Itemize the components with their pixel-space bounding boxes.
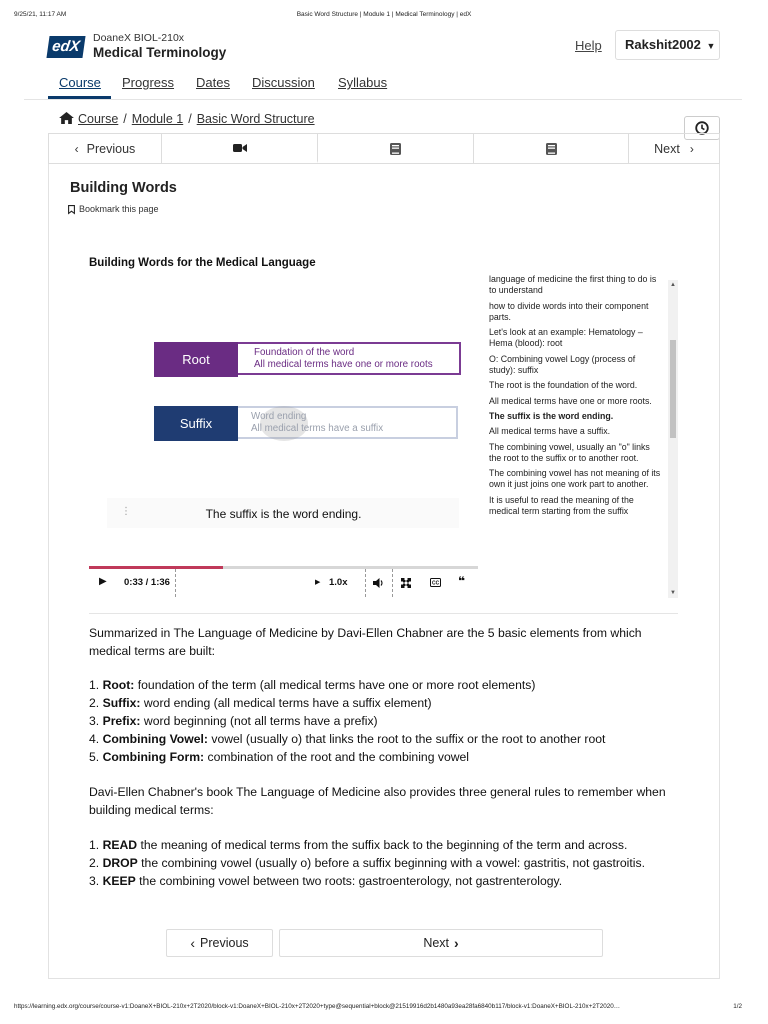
element-item-term: Combining Form: [102,750,205,764]
scroll-up-icon[interactable]: ▲ [670,282,676,288]
rule-item [89,836,679,854]
element-item [89,676,679,694]
unit-tab-video[interactable] [162,134,318,163]
slide-suffix-line1: Word ending [251,411,307,422]
slide-root-tag: Root [154,342,238,377]
transcript-line[interactable]: how to divide words into their component parts. [489,300,649,322]
elements-list [89,676,679,766]
rules-intro-paragraph: Davi-Ellen Chabner's book The Language of Medicine also provides three general rules to remember when building medical terms: [89,785,666,817]
unit-tab-document-2[interactable] [474,134,629,163]
element-item-term: Combining Vowel: [102,732,208,746]
closed-captions-icon[interactable] [430,578,441,587]
transcript-scrollbar[interactable] [668,280,678,598]
sequence-previous-button[interactable] [49,134,162,163]
element-item-number: 2. [89,696,100,710]
tab-dates[interactable]: Dates [196,75,230,90]
breadcrumb-module[interactable]: Module 1 [131,112,184,126]
print-page-number: 1/2 [733,1003,742,1010]
next-label: Next [654,141,680,156]
element-item-number: 1. [89,678,100,692]
rule-item-text: the meaning of medical terms from the suffix back to the beginning of the term and across. [140,838,628,852]
volume-icon[interactable] [373,578,384,588]
transcript-line[interactable]: All medical terms have a suffix. [489,426,611,437]
transcript-list [489,274,664,521]
help-link[interactable]: Help [575,38,602,53]
bookmark-button[interactable] [68,204,159,214]
play-icon[interactable]: ▶ [99,576,107,587]
breadcrumb-section[interactable]: Basic Word Structure [196,112,315,126]
control-divider [365,569,366,597]
tab-progress[interactable]: Progress [122,75,175,90]
slide-root-line1: Foundation of the word [254,347,355,358]
print-url: https://learning.edx.org/course/course-v1:DoaneX+BIOL-210x+2T2020/block-v1:DoaneX+BIOL-210x+2T2020+type@sequential+block@21519916d2b1480a93ea28fa6840b117/block-v1:DoaneX+BIOL-210x+2T2020… [14,1003,621,1010]
chevron-left-icon: ‹ [190,935,196,951]
chevron-left-icon: ‹ [74,141,79,156]
section-divider [89,613,678,614]
username: Rakshit2002 [625,37,701,52]
transcript-line[interactable]: All medical terms have one or more roots. [489,395,652,406]
fullscreen-icon[interactable] [401,578,411,588]
breadcrumb-separator: / [123,112,127,126]
breadcrumb-separator: / [188,112,192,126]
sequence-next-button[interactable] [629,134,719,163]
video-caption: The suffix is the word ending. [205,507,362,521]
bottom-previous-button[interactable] [166,929,273,957]
bottom-next-button[interactable] [279,929,603,957]
element-item-term: Root: [102,678,135,692]
chevron-right-icon: › [689,141,694,156]
intro-paragraph: Summarized in The Language of Medicine by Davi-Ellen Chabner are the 5 basic elements from which medical terms are built: [89,626,642,658]
next-label: Next [423,936,450,950]
element-item-number: 5. [89,750,100,764]
print-page-title: Basic Word Structure | Module 1 | Medical Terminology | edX [296,11,472,18]
chevron-down-icon: ▼ [706,41,716,51]
document-icon [546,143,557,155]
control-divider [392,569,393,597]
breadcrumb [59,112,315,126]
element-item-text: vowel (usually o) that links the root to the suffix or the root to another root [211,732,606,746]
rule-item-number: 1. [89,838,100,852]
rule-item [89,854,679,872]
transcript-line[interactable]: O: Combining vowel Logy (process of study): suffix [489,353,636,376]
element-item [89,748,679,766]
slide-suffix-box [154,406,458,439]
element-item-term: Suffix: [102,696,141,710]
transcript-line[interactable]: It is useful to read the meaning of the medical term starting from the suffix [489,494,634,517]
nav-divider [24,99,742,100]
rule-item-text: the combining vowel between two roots: gastroenterology, not gastrenterology. [139,874,563,888]
element-item-text: foundation of the term (all medical terms have one or more root elements) [137,678,536,692]
tab-course[interactable]: Course [59,75,101,90]
slide-root-line2: All medical terms have one or more roots [254,359,433,370]
element-item [89,712,679,730]
sequence-navigation [48,133,720,164]
print-timestamp: 9/25/21, 11:17 AM [14,11,67,18]
video-player[interactable] [89,280,478,598]
print-header [0,11,768,21]
rule-item [89,872,679,890]
element-item [89,694,679,712]
unit-tab-document-1[interactable] [318,134,474,163]
slide-suffix-line2: All medical terms have a suffix [251,423,384,434]
rule-item-number: 3. [89,874,100,888]
transcript-toggle-icon[interactable]: ❝ [458,574,466,588]
transcript-scroll-thumb[interactable] [670,340,676,438]
video-heading: Building Words for the Medical Language [89,257,316,269]
slide-root-box [154,342,461,375]
transcript-line[interactable]: The combining vowel has not meaning of its own it just joins one work part to another. [489,468,661,490]
rule-item-term: KEEP [102,874,136,888]
element-item-text: word ending (all medical terms have a suffix element) [143,696,432,710]
home-icon[interactable] [59,112,74,124]
chevron-right-icon: › [454,935,459,951]
rule-item-term: DROP [102,856,138,870]
tab-discussion[interactable]: Discussion [252,75,315,90]
tab-syllabus[interactable]: Syllabus [338,75,388,90]
breadcrumb-course[interactable]: Course [78,112,119,126]
course-org: DoaneX BIOL-210x [93,32,185,44]
svg-text:CC: CC [432,580,440,587]
site-header [48,28,720,68]
element-item [89,730,679,748]
document-icon [390,143,401,155]
unit-title: Building Words [70,180,177,196]
drag-handle-icon[interactable]: ⋮ [121,506,131,517]
element-item-text: word beginning (not all terms have a prefix) [143,714,378,728]
video-transcript[interactable] [489,274,678,598]
element-item-number: 3. [89,714,100,728]
previous-label: Previous [200,936,249,950]
rule-item-term: READ [102,838,138,852]
bookmark-label: Bookmark this page [79,204,159,214]
user-menu-button[interactable] [615,30,720,60]
course-title: Medical Terminology [93,45,227,60]
transcript-line[interactable]: language of medicine the first thing to do is to understand [489,274,657,296]
speed-arrow-icon: ▶ [315,579,321,586]
transcript-line[interactable]: Let's look at an example: Hematology – Hema (blood): root [489,327,643,349]
bottom-navigation [166,929,603,957]
control-divider [175,569,176,597]
edx-logo[interactable]: edX [46,36,85,58]
rule-item-number: 2. [89,856,100,870]
rules-list [89,836,679,890]
element-item-text: combination of the root and the combining vowel [207,750,470,764]
video-controls [89,569,478,597]
transcript-line[interactable]: The combining vowel, usually an "o" links the root to the suffix or to another root. [489,441,650,463]
video-time: 0:33 / 1:36 [124,577,170,588]
slide-suffix-tag: Suffix [154,406,238,441]
rule-item-text: the combining vowel (usually o) before a suffix beginning with a vowel: gastritis, not gastroitis. [141,856,645,870]
scroll-down-icon[interactable]: ▼ [670,590,676,596]
transcript-line[interactable]: The root is the foundation of the word. [489,380,638,391]
speed-button[interactable]: 1.0x [329,577,348,588]
transcript-line[interactable]: The suffix is the word ending. [489,410,614,421]
video-icon [233,143,247,153]
bookmark-icon [68,205,75,214]
element-item-number: 4. [89,732,100,746]
element-item-term: Prefix: [102,714,141,728]
previous-label: Previous [86,141,136,156]
